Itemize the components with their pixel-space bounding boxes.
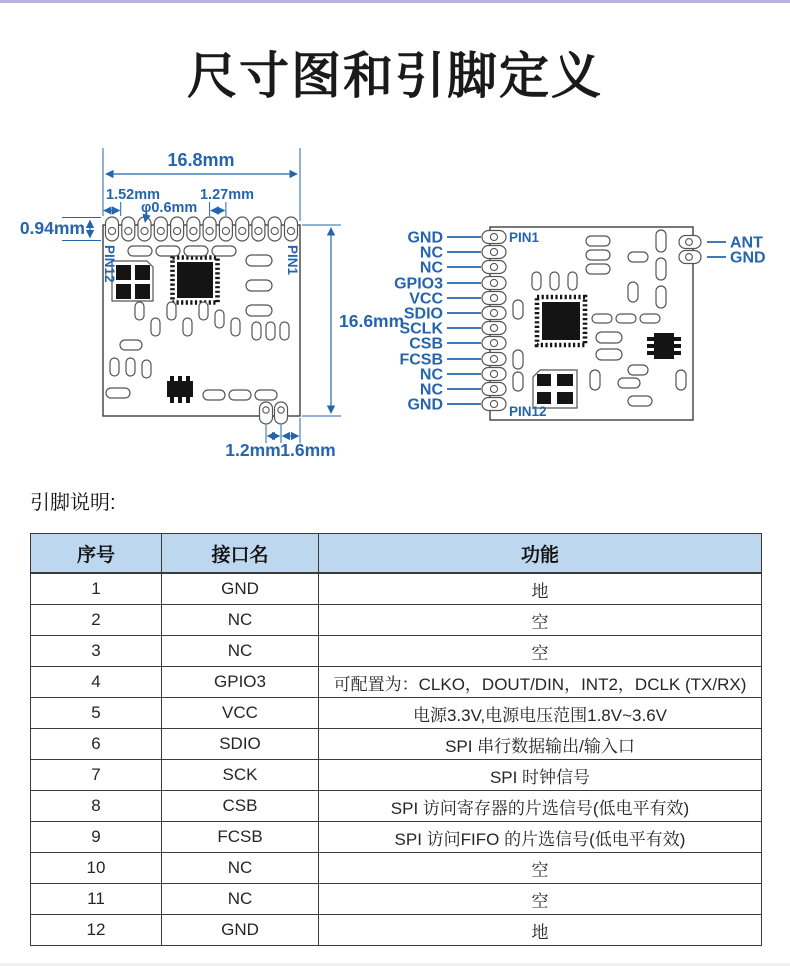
pin-label: GND xyxy=(407,396,443,414)
pin-label: NC xyxy=(419,244,443,262)
table-cell: SPI 时钟信号 xyxy=(319,760,762,791)
table-cell: SPI 访问FIFO 的片选信号(低电平有效) xyxy=(319,822,762,853)
left-module-dimension-view xyxy=(20,148,404,460)
table-cell: CSB xyxy=(162,791,319,822)
table-cell: 地 xyxy=(319,915,762,946)
right-module-pinout-view xyxy=(394,227,765,420)
dim-bottom-pad-pitch-label: 1.2mm xyxy=(225,440,281,460)
qfn-chip xyxy=(537,297,585,345)
table-cell: GPIO3 xyxy=(162,667,319,698)
pin-label: NC xyxy=(419,381,443,399)
left-pin-labels xyxy=(394,230,443,414)
table-row xyxy=(31,698,762,729)
table-cell: NC xyxy=(162,853,319,884)
crystal-component xyxy=(112,261,153,301)
dim-hole-dia-label: φ0.6mm xyxy=(141,200,198,216)
header-cell-interface: 接口名 xyxy=(162,534,319,574)
table-row xyxy=(31,760,762,791)
pin-label: CSB xyxy=(409,335,443,353)
table-row xyxy=(31,822,762,853)
dim-height-label: 16.6mm xyxy=(339,311,405,331)
pin-label: FCSB xyxy=(399,351,443,369)
right-pin-leaders xyxy=(707,242,726,257)
table-cell: 空 xyxy=(319,636,762,667)
table-row xyxy=(31,636,762,667)
table-cell: SCK xyxy=(162,760,319,791)
pin-label: ANT xyxy=(730,234,763,252)
table-row xyxy=(31,791,762,822)
table-cell: 3 xyxy=(31,636,162,667)
table-cell: 1 xyxy=(31,573,162,605)
pin-label: VCC xyxy=(409,290,443,308)
table-cell: 电源3.3V,电源电压范围1.8V~3.6V xyxy=(319,698,762,729)
table-row xyxy=(31,667,762,698)
pin-description-label: 引脚说明: xyxy=(30,492,116,514)
pin-label: NC xyxy=(419,259,443,277)
table-row xyxy=(31,853,762,884)
table-row xyxy=(31,915,762,946)
pin-label: GND xyxy=(730,249,766,267)
pin12-label: PIN12 xyxy=(509,404,547,419)
table-cell: 11 xyxy=(31,884,162,915)
table-cell: VCC xyxy=(162,698,319,729)
page-title: 尺寸图和引脚定义 xyxy=(187,48,603,104)
table-cell: 7 xyxy=(31,760,162,791)
table-cell: 10 xyxy=(31,853,162,884)
table-cell: 空 xyxy=(319,853,762,884)
pin-label: GPIO3 xyxy=(394,275,443,293)
table-cell: 地 xyxy=(319,573,762,605)
table-cell: 4 xyxy=(31,667,162,698)
dim-width-label: 16.8mm xyxy=(167,150,235,170)
table-cell: 空 xyxy=(319,884,762,915)
table-cell: 9 xyxy=(31,822,162,853)
table-cell: 空 xyxy=(319,605,762,636)
pin-label: NC xyxy=(419,366,443,384)
table-cell: GND xyxy=(162,573,319,605)
table-cell: SPI 访问寄存器的片选信号(低电平有效) xyxy=(319,791,762,822)
table-cell: 可配置为：CLKO，DOUT/DIN，INT2，DCLK (TX/RX) xyxy=(319,667,762,698)
table-header-row xyxy=(31,534,762,574)
table-row xyxy=(31,884,762,915)
pin-definition-table xyxy=(30,533,762,946)
table-row xyxy=(31,729,762,760)
table-cell: FCSB xyxy=(162,822,319,853)
table-cell: 5 xyxy=(31,698,162,729)
qfn-chip xyxy=(173,258,218,303)
crystal-component xyxy=(533,370,577,408)
table-cell: SPI 串行数据输出/输入口 xyxy=(319,729,762,760)
pin-label: SDIO xyxy=(403,305,443,323)
table-row xyxy=(31,573,762,605)
table-cell: 8 xyxy=(31,791,162,822)
table-cell: 6 xyxy=(31,729,162,760)
dim-pitch-edge-label: 1.52mm xyxy=(106,187,161,203)
table-row xyxy=(31,605,762,636)
table-cell: NC xyxy=(162,605,319,636)
pin-label: SCLK xyxy=(399,320,443,338)
header-cell-number: 序号 xyxy=(31,534,162,574)
dim-pitch-label: 1.27mm xyxy=(199,187,255,203)
left-pin-leaders xyxy=(447,237,481,404)
pin1-label: PIN1 xyxy=(285,245,300,276)
table-cell: 2 xyxy=(31,605,162,636)
dim-bottom-pad-edge-label: 1.6mm xyxy=(280,440,336,460)
pin1-label: PIN1 xyxy=(509,230,540,245)
table-cell: 12 xyxy=(31,915,162,946)
table-cell: NC xyxy=(162,636,319,667)
dim-pad-height-label: 0.94mm xyxy=(19,218,85,238)
table-cell: GND xyxy=(162,915,319,946)
sot-component xyxy=(167,376,193,403)
header-cell-function: 功能 xyxy=(319,534,762,574)
table-cell: NC xyxy=(162,884,319,915)
pin12-label: PIN12 xyxy=(102,245,117,283)
table-cell: SDIO xyxy=(162,729,319,760)
pin-label: GND xyxy=(407,229,443,247)
right-pin-labels xyxy=(730,235,766,267)
